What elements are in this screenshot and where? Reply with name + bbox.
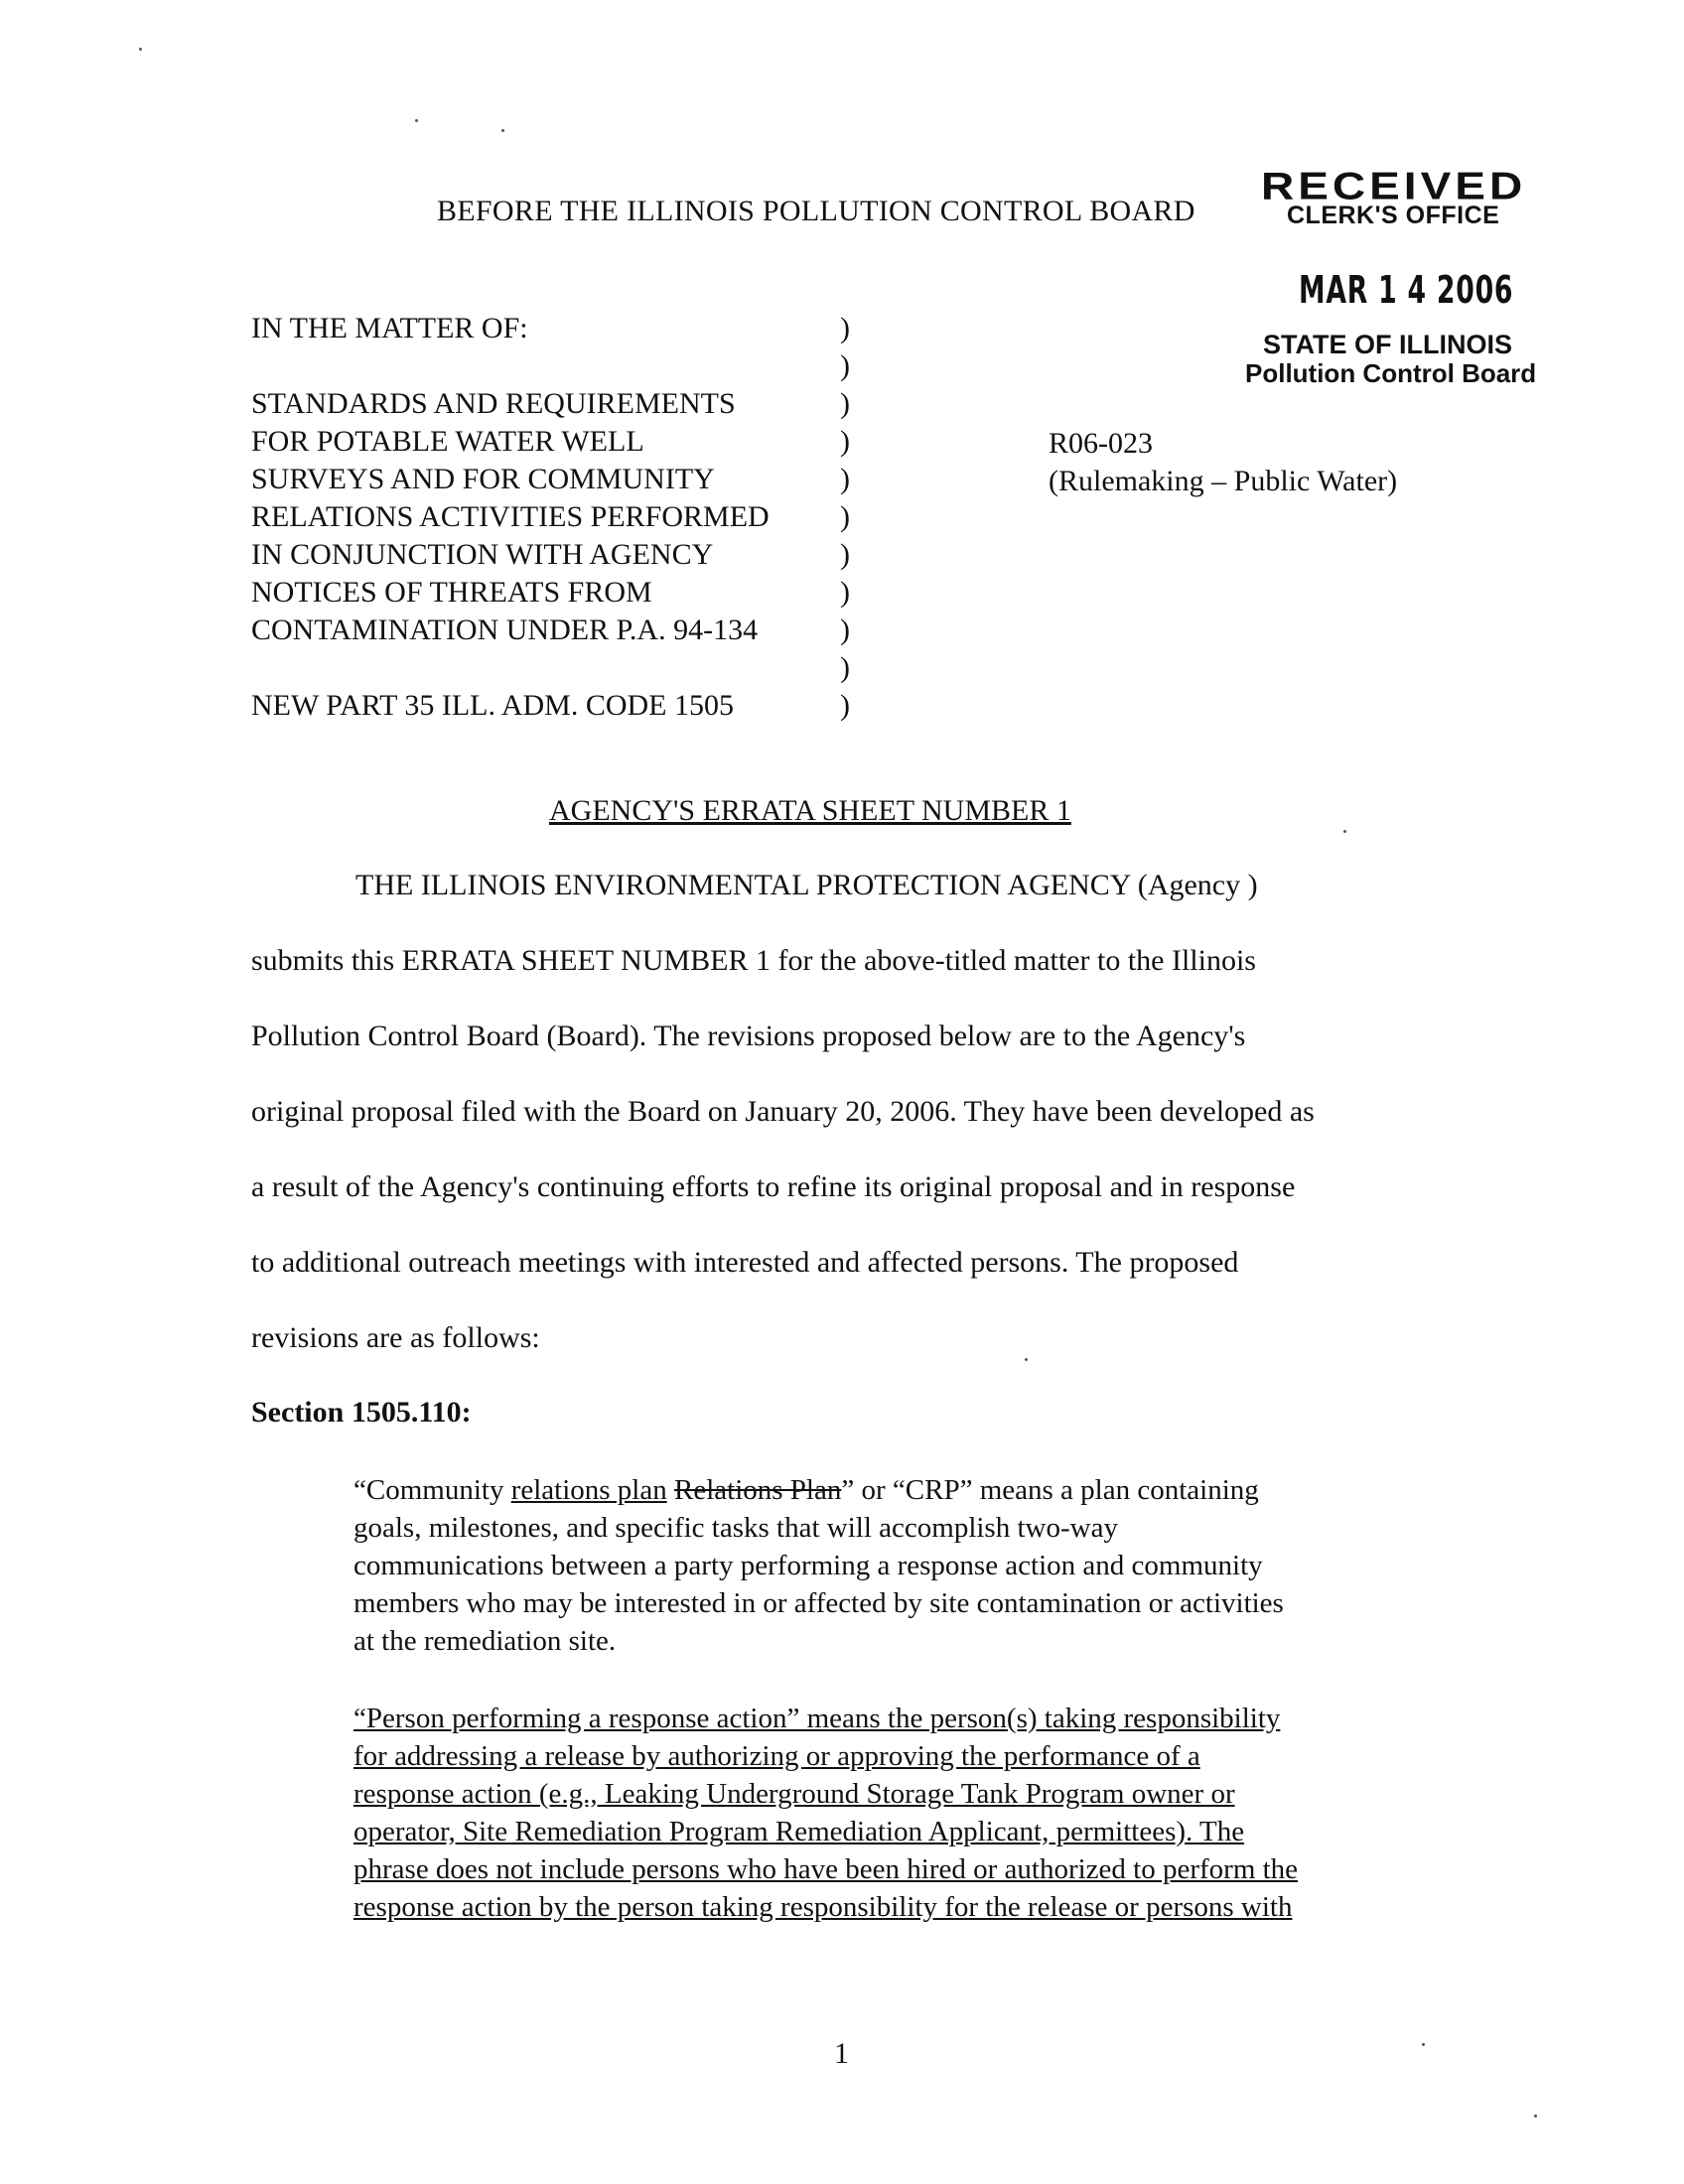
added-definition-line: for addressing a release by authorizing or approving the performance of a xyxy=(353,1740,1200,1772)
paragraph-line: THE ILLINOIS ENVIRONMENTAL PROTECTION AGENCY (Agency ) xyxy=(355,869,1258,901)
caption-line: RELATIONS ACTIVITIES PERFORMED xyxy=(251,500,770,533)
paren: ) xyxy=(840,538,850,571)
definition-line: at the remediation site. xyxy=(353,1625,617,1657)
paragraph-line: original proposal filed with the Board on January 20, 2006. They have been developed as xyxy=(251,1095,1315,1128)
paragraph-line: to additional outreach meetings with interested and affected persons. The proposed xyxy=(251,1246,1239,1279)
paren: ) xyxy=(840,500,850,533)
paragraph-line: a result of the Agency's continuing efforts to refine its original proposal and in response xyxy=(251,1170,1296,1203)
caption-line: NEW PART 35 ILL. ADM. CODE 1505 xyxy=(251,689,735,722)
caption-line: STANDARDS AND REQUIREMENTS xyxy=(251,387,736,420)
deleted-text: Relations Plan xyxy=(674,1474,842,1506)
paren: ) xyxy=(840,689,850,722)
section-heading: Section 1505.110: xyxy=(251,1396,472,1429)
scan-speck xyxy=(139,48,142,51)
stamp-date: MAR 1 4 2006 xyxy=(1299,268,1514,312)
caption-line: NOTICES OF THREATS FROM xyxy=(251,576,652,609)
added-definition-line: “Person performing a response action” means the person(s) taking responsibility xyxy=(353,1703,1281,1734)
document-title: AGENCY'S ERRATA SHEET NUMBER 1 xyxy=(549,794,1071,827)
case-caption xyxy=(251,310,770,725)
definition-crp xyxy=(353,1471,1456,1660)
paragraph-line: submits this ERRATA SHEET NUMBER 1 for the above-titled matter to the Illinois xyxy=(251,944,1256,977)
stamp-state: STATE OF ILLINOIS xyxy=(1263,330,1512,359)
scan-speck xyxy=(1025,1358,1028,1361)
page-number: 1 xyxy=(834,2037,849,2070)
stamp-clerks-office: CLERK'S OFFICE xyxy=(1287,202,1500,229)
definition-first-line xyxy=(353,1471,1456,1509)
docket-info xyxy=(1049,425,1397,500)
added-text: relations plan xyxy=(510,1474,667,1506)
stamp-received: RECEIVED xyxy=(1261,163,1527,208)
paren: ) xyxy=(840,651,850,684)
definition-line: goals, milestones, and specific tasks that will accomplish two-way xyxy=(353,1512,1118,1544)
stamp-board: Pollution Control Board xyxy=(1245,358,1537,388)
caption-parentheses xyxy=(840,310,850,725)
scan-speck xyxy=(1422,2043,1425,2046)
caption-line: SURVEYS AND FOR COMMUNITY xyxy=(251,463,715,495)
caption-line: IN CONJUNCTION WITH AGENCY xyxy=(251,538,714,571)
paren: ) xyxy=(840,576,850,609)
caption-line xyxy=(251,649,770,687)
definition-person-performing xyxy=(353,1700,1456,1926)
docket-number: R06-023 xyxy=(1049,427,1153,460)
intro-paragraph xyxy=(251,866,1443,1394)
caption-line: IN THE MATTER OF: xyxy=(251,312,528,344)
def-prefix: “Community xyxy=(353,1474,511,1506)
paren: ) xyxy=(840,349,850,382)
paren: ) xyxy=(840,425,850,458)
docket-type: (Rulemaking – Public Water) xyxy=(1049,465,1398,497)
scan-speck xyxy=(415,119,418,122)
received-stamp xyxy=(1245,163,1559,388)
paren: ) xyxy=(840,463,850,495)
board-title: BEFORE THE ILLINOIS POLLUTION CONTROL BOARD xyxy=(437,195,1195,227)
paragraph-line: revisions are as follows: xyxy=(251,1321,540,1354)
paren: ) xyxy=(840,312,850,344)
added-definition-line: response action by the person taking responsibility for the release or persons with xyxy=(353,1891,1293,1923)
caption-line: CONTAMINATION UNDER P.A. 94-134 xyxy=(251,614,759,646)
added-definition-line: response action (e.g., Leaking Underground Storage Tank Program owner or xyxy=(353,1778,1235,1810)
scan-speck xyxy=(501,129,504,132)
paragraph-line: Pollution Control Board (Board). The revisions proposed below are to the Agency's xyxy=(251,1020,1246,1052)
def-suffix: ” or “CRP” means a plan containing xyxy=(841,1474,1259,1506)
added-definition-line: phrase does not include persons who have been hired or authorized to perform the xyxy=(353,1853,1299,1885)
definition-line: communications between a party performing a response action and community xyxy=(353,1550,1263,1581)
scan-speck xyxy=(1534,2115,1537,2117)
caption-line: FOR POTABLE WATER WELL xyxy=(251,425,644,458)
caption-line xyxy=(251,347,770,385)
added-definition-line: operator, Site Remediation Program Remediation Applicant, permittees). The xyxy=(353,1816,1245,1847)
paren: ) xyxy=(840,614,850,646)
paren: ) xyxy=(840,387,850,420)
definition-line: members who may be interested in or affected by site contamination or activities xyxy=(353,1587,1284,1619)
scan-speck xyxy=(1343,830,1346,833)
